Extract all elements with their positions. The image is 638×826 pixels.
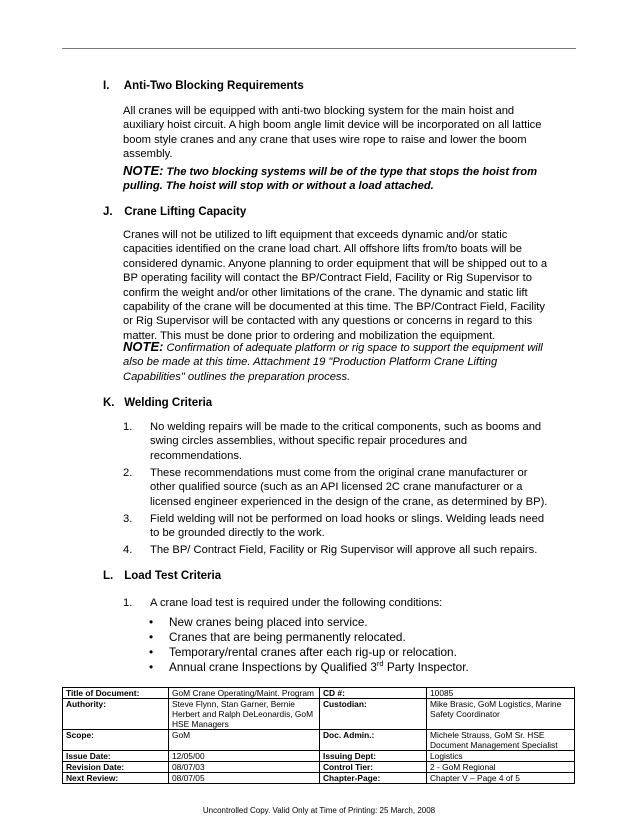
- text-line: assembly.: [123, 148, 173, 161]
- section-j-heading: [103, 206, 246, 218]
- item-number: 1.: [123, 597, 133, 609]
- section-l-title: Load Test Criteria: [124, 570, 222, 582]
- text-line: to be grounded directly to the work.: [150, 527, 325, 540]
- bullet-text-part: Annual crane Inspections by Qualified 3: [169, 660, 377, 674]
- table-value: 08/07/05: [169, 773, 320, 784]
- table-label: CD #:: [320, 688, 427, 699]
- table-value: 2 - GoM Regional: [427, 762, 575, 773]
- section-i-note: [123, 164, 573, 194]
- bullet-text-part: Party Inspector.: [383, 660, 469, 674]
- text-line: BP operating facility will contact the BP/Contract Field, Facility or Rig Supervisor to: [123, 272, 532, 285]
- table-row: [63, 762, 575, 773]
- table-row: [63, 699, 575, 730]
- text-line: The BP/ Contract Field, Facility or Rig Supervisor will approve all such repairs.: [150, 544, 538, 556]
- table-value: 10085: [427, 688, 575, 699]
- text-line: A crane load test is required under the following conditions:: [150, 597, 443, 609]
- bullet-icon: •: [149, 645, 154, 659]
- ordinal-suffix: rd: [376, 659, 384, 669]
- table-label: Control Tier:: [320, 762, 427, 773]
- section-j-note: [123, 340, 573, 384]
- table-label: Authority:: [63, 699, 169, 730]
- note-line: pulling. The hoist will stop with or without a load attached.: [123, 180, 434, 193]
- item-number: 4.: [123, 544, 133, 556]
- note-label: NOTE:: [123, 339, 164, 354]
- page-footer: Uncontrolled Copy. Valid Only at Time of Printing: 25 March, 2008: [202, 806, 436, 815]
- bullet-icon: •: [149, 615, 154, 629]
- table-label: Issuing Dept:: [320, 751, 427, 762]
- text-line: confirm the weight and/or other limitations of the crane. The dynamic and static lift: [123, 286, 528, 299]
- table-value: Steve Flynn, Stan Garner, Bernie Herbert and Ralph DeLeonardis, GoM HSE Managers: [169, 699, 320, 730]
- text-line: matter. This must be done prior to ordering and mobilization the equipment.: [123, 329, 496, 342]
- section-i-letter: I.: [103, 80, 110, 92]
- section-i-paragraph: [123, 104, 573, 162]
- note-line: Confirmation of adequate platform or rig space to support the equipment will: [163, 342, 543, 354]
- text-line: other qualified source (such as an API licensed 2C crane manufacturer or a: [150, 481, 523, 494]
- text-line: boom style cranes and any crane that uses wire rope to raise and lower the boom: [123, 133, 527, 146]
- text-line: swing circles assemblies, without specific repair procedures and: [150, 435, 468, 448]
- table-value: GoM Crane Operating/Maint. Program: [169, 688, 320, 699]
- table-value: 12/05/00: [169, 751, 320, 762]
- table-label: Revision Date:: [63, 762, 169, 773]
- item-number: 1.: [123, 421, 133, 433]
- section-j-title: Crane Lifting Capacity: [124, 206, 247, 218]
- item-number: 2.: [123, 467, 133, 479]
- section-k-heading: [103, 397, 212, 409]
- section-j-letter: J.: [103, 206, 113, 218]
- section-i-title: Anti-Two Blocking Requirements: [123, 80, 304, 92]
- table-value: Mike Brasic, GoM Logistics, Marine Safety Coordinator: [427, 699, 575, 730]
- table-label: Chapter-Page:: [320, 773, 427, 784]
- text-line: These recommendations must come from the original crane manufacturer or: [150, 467, 528, 479]
- text-line: capability of the crane will be documented at this time. The BP/Contract Field, Facility: [123, 301, 546, 314]
- text-line: considered dynamic. Anyone planning to order equipment that will be shipped out to a: [123, 257, 548, 270]
- document-control-table: [62, 687, 575, 784]
- text-line: auxiliary hoist circuit. A high boom angle limit device will be incorporated on all lattice: [123, 119, 542, 132]
- note-line: also be made at this time. Attachment 19 "Production Platform Crane Lifting: [123, 356, 498, 369]
- table-value: Chapter V – Page 4 of 5: [427, 773, 575, 784]
- section-j-paragraph: [123, 228, 573, 343]
- bullet-text: New cranes being placed into service.: [169, 615, 368, 629]
- bullet-text: Cranes that are being permanently relocated.: [169, 630, 406, 644]
- note-line: The two blocking systems will be of the type that stops the hoist from: [163, 166, 538, 178]
- section-k-title: Welding Criteria: [124, 397, 213, 409]
- text-line: All cranes will be equipped with anti-two blocking system for the main hoist and: [123, 105, 515, 117]
- text-line: capacities identified on the crane load chart. All offshore lifts from/to boats will be: [123, 243, 523, 256]
- header-rule: [62, 48, 576, 49]
- section-k-letter: K.: [103, 397, 115, 409]
- item-number: 3.: [123, 513, 133, 525]
- table-value: Michele Strauss, GoM Sr. HSE Document Management Specialist: [427, 730, 575, 751]
- note-label: NOTE:: [123, 163, 164, 178]
- table-value: GoM: [169, 730, 320, 751]
- table-label: Doc. Admin.:: [320, 730, 427, 751]
- section-l-letter: L.: [103, 570, 114, 582]
- table-label: Custodian:: [320, 699, 427, 730]
- table-value: 08/07/03: [169, 762, 320, 773]
- table-row: [63, 751, 575, 762]
- table-row: [63, 730, 575, 751]
- table-value: Logistics: [427, 751, 575, 762]
- bullet-text: [169, 660, 469, 674]
- table-label: Title of Document:: [63, 688, 169, 699]
- text-line: Cranes will not be utilized to lift equipment that exceeds dynamic and/or static: [123, 229, 508, 241]
- bullet-icon: •: [149, 660, 154, 674]
- text-line: Field welding will not be performed on load hooks or slings. Welding leads need: [150, 513, 545, 525]
- text-line: recommendations.: [150, 449, 243, 462]
- section-l-heading: [103, 570, 221, 582]
- text-line: No welding repairs will be made to the critical components, such as booms and: [150, 421, 542, 433]
- bullet-text: Temporary/rental cranes after each rig-up or relocation.: [169, 645, 457, 659]
- text-line: or Rig Supervisor will be contacted with any questions or concerns in regard to this: [123, 315, 533, 328]
- table-label: Next Review:: [63, 773, 169, 784]
- text-line: licensed engineer experienced in the design of the crane, as determined by BP).: [150, 495, 548, 508]
- table-label: Scope:: [63, 730, 169, 751]
- table-row: [63, 688, 575, 699]
- section-i-heading: [103, 80, 304, 92]
- table-label: Issue Date:: [63, 751, 169, 762]
- table-row: [63, 773, 575, 784]
- bullet-icon: •: [149, 630, 154, 644]
- note-line: Capabilities" outlines the preparation process.: [123, 370, 351, 383]
